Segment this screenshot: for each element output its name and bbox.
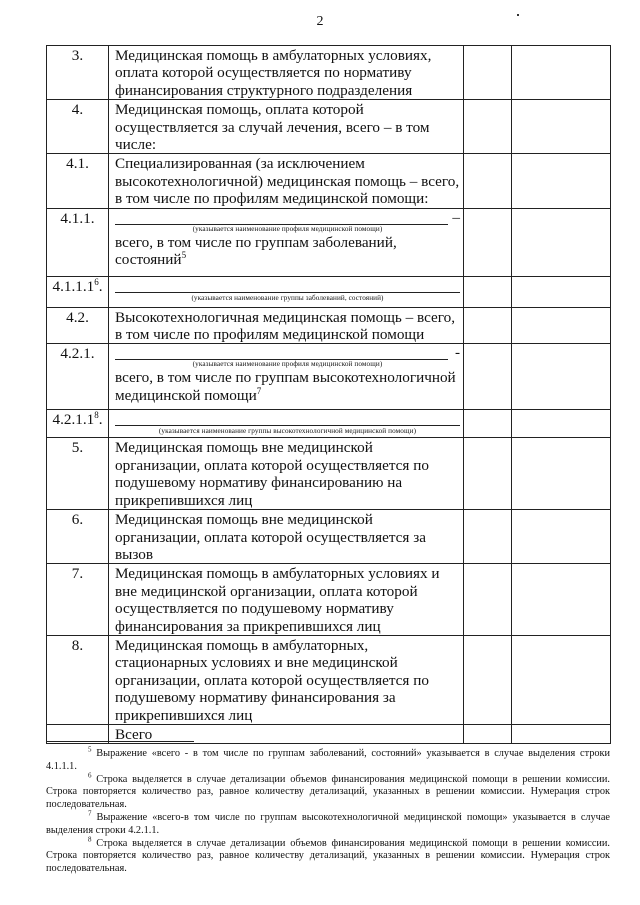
value-cell — [512, 635, 611, 724]
value-cell — [464, 438, 512, 510]
line-dash: - — [454, 344, 460, 362]
value-cell — [512, 438, 611, 510]
value-cell — [512, 154, 611, 208]
row-text: Всего — [109, 724, 464, 743]
footnote-ref: 5 — [181, 250, 187, 260]
footnote-ref: 8 — [94, 410, 99, 421]
row-number: 4.2.1.1$^8$. — [47, 410, 109, 438]
table-row-7 — [47, 564, 611, 636]
footnote: $^6$ Строка выделяется в случае детализации объемов финансирования медицинской помощи в решении комиссии. Строка повторяется количество раз, равное количеству детализаций, указанных в решении комиссии. Нумерация строк последовательная. — [46, 771, 611, 810]
row-number: 4.1.1.1$^6$. — [47, 276, 109, 307]
fill-in-hint: (указывается наименование группы заболеваний, состояний) — [191, 293, 384, 302]
value-cell — [512, 344, 611, 410]
row-number: 4.2.1. — [47, 344, 109, 410]
value-cell — [512, 724, 611, 743]
row-number: 4.1.1. — [47, 208, 109, 276]
fill-in-hint: (указывается наименование профиля медицинской помощи) — [192, 360, 383, 369]
value-cell — [464, 410, 512, 438]
row-number: 7. — [47, 564, 109, 636]
row-text: Специализированная (за исключением высокотехнологичной) медицинская помощь – всего, в том числе по профилям медицинской помощи: — [109, 154, 464, 208]
value-cell — [464, 724, 512, 743]
table-row-4-2-1-1 — [47, 410, 611, 438]
value-cell — [512, 307, 611, 344]
value-cell — [512, 564, 611, 636]
row-number: 4.1. — [47, 154, 109, 208]
value-cell — [512, 46, 611, 100]
value-cell — [464, 46, 512, 100]
footnote: $^8$ Строка выделяется в случае детализации объемов финансирования медицинской помощи в решении комиссии. Строка повторяется количество раз, равное количеству детализаций, указанных в решении комиссии. Нумерация строк последовательная. — [46, 835, 611, 874]
scan-speck — [517, 14, 519, 16]
value-cell — [512, 410, 611, 438]
footnote: $^7$ Выражение «всего-в том числе по группам высокотехнологичной медицинской помощи» указывается в случае выделения строки 4.2.1.1. — [46, 809, 611, 836]
table-row-8 — [47, 635, 611, 724]
row-text-block — [109, 208, 464, 276]
financing-table — [46, 45, 611, 744]
row-text-block — [109, 410, 464, 438]
table-row-4 — [47, 100, 611, 154]
row-text: Медицинская помощь вне медицинской организации, оплата которой осуществляется за вызов — [109, 510, 464, 564]
value-cell — [512, 276, 611, 307]
row-number: 5. — [47, 438, 109, 510]
fill-in-hint: (указывается наименование группы высокотехнологичной медицинской помощи) — [158, 427, 417, 436]
row-text: всего, в том числе по группам заболеваний, состояний$^5$ — [115, 233, 397, 269]
row-text-block — [109, 344, 464, 410]
table-row-4-2 — [47, 307, 611, 344]
value-cell — [464, 344, 512, 410]
row-text: Медицинская помощь в амбулаторных, стационарных условиях и вне медицинской организации, оплата которой осуществляется по подушевому нормативу финансирования за прикрепившихся лиц — [109, 635, 464, 724]
fill-in-line — [115, 345, 460, 360]
value-cell — [512, 100, 611, 154]
value-cell — [464, 307, 512, 344]
fill-in-line — [115, 210, 460, 225]
footnote-separator — [46, 741, 194, 742]
table-row-4-1-1-1 — [47, 276, 611, 307]
fill-in-line — [115, 278, 460, 293]
row-text: всего, в том числе по группам высокотехнологичной медицинской помощи$^7$ — [115, 369, 456, 404]
fill-in-line — [115, 411, 460, 426]
table-row-4-1 — [47, 154, 611, 208]
page-number: 2 — [316, 14, 324, 29]
row-text: Медицинская помощь в амбулаторных условиях, оплата которой осуществляется по нормативу финансирования структурного подразделения — [109, 46, 464, 100]
value-cell — [464, 154, 512, 208]
row-number: 4.2. — [47, 307, 109, 344]
row-text-block — [109, 276, 464, 307]
table-row-4-1-1 — [47, 208, 611, 276]
value-cell — [512, 510, 611, 564]
row-number: 6. — [47, 510, 109, 564]
value-cell — [464, 635, 512, 724]
row-text: Медицинская помощь в амбулаторных условиях и вне медицинской организации, оплата которой осуществляется по подушевому нормативу финансирования за прикрепившихся лиц — [109, 564, 464, 636]
row-number: 3. — [47, 46, 109, 100]
table-row-3 — [47, 46, 611, 100]
row-number: 4. — [47, 100, 109, 154]
footnote-ref: 6 — [94, 276, 99, 287]
table-row-5 — [47, 438, 611, 510]
value-cell — [512, 208, 611, 276]
footnote-mark: 8 — [88, 835, 92, 844]
value-cell — [464, 564, 512, 636]
table-row-4-2-1 — [47, 344, 611, 410]
fill-in-hint: (указывается наименование профиля медицинской помощи) — [192, 224, 383, 233]
footnote-mark: 6 — [88, 771, 92, 780]
footnote-ref: 7 — [256, 385, 262, 396]
line-dash: – — [452, 208, 460, 226]
footnote: $^5$ Выражение «всего - в том числе по группам заболеваний, состояний» указывается в случае выделения строки 4.1.1.1. — [46, 745, 611, 772]
row-number: 8. — [47, 635, 109, 724]
row-text: Медицинская помощь вне медицинской организации, оплата которой осуществляется по подушевому нормативу финансированию на прикрепившихся лиц — [109, 438, 464, 510]
footnote-mark: 5 — [88, 745, 92, 754]
row-text: Высокотехнологичная медицинская помощь – всего, в том числе по профилям медицинской помощи — [109, 307, 464, 344]
row-text: Медицинская помощь, оплата которой осуществляется за случай лечения, всего – в том числе: — [109, 100, 464, 154]
footnotes — [46, 745, 611, 876]
footnote-mark: 7 — [88, 809, 92, 818]
value-cell — [464, 100, 512, 154]
value-cell — [464, 510, 512, 564]
value-cell — [464, 208, 512, 276]
value-cell — [464, 276, 512, 307]
table-row-6 — [47, 510, 611, 564]
